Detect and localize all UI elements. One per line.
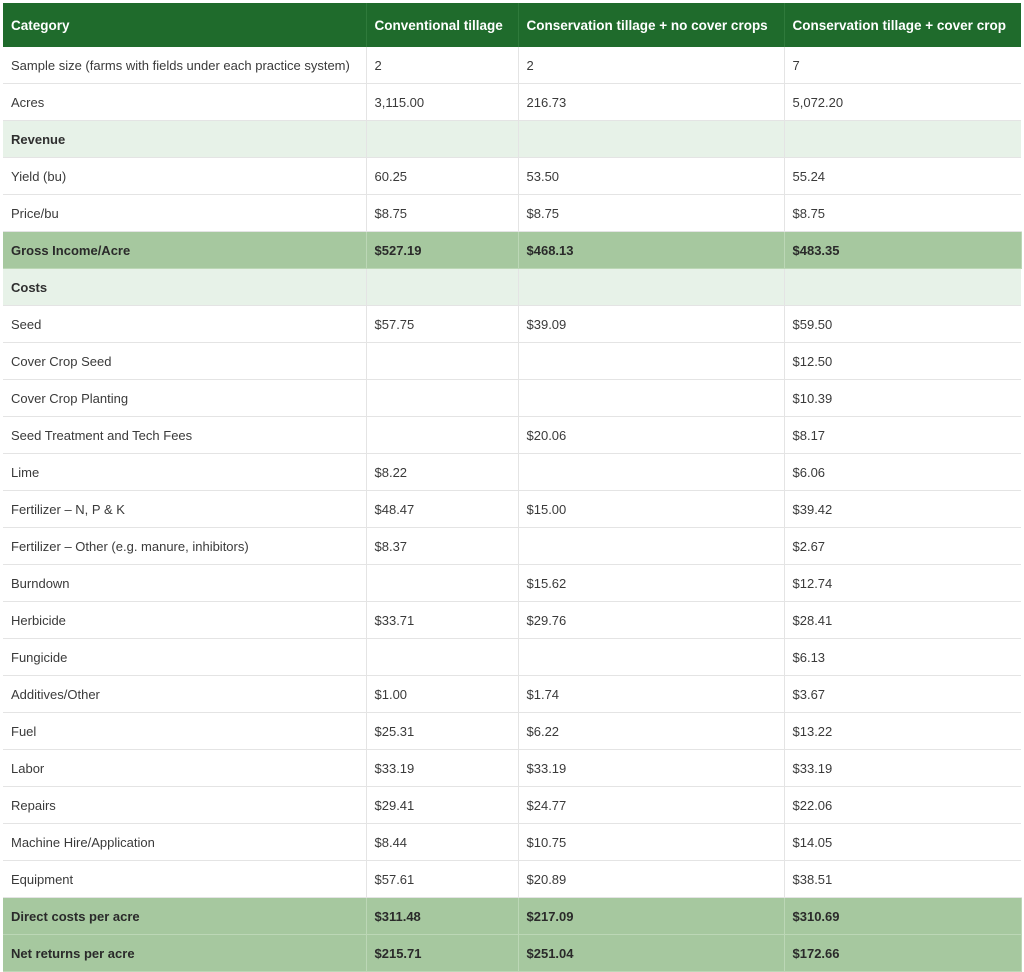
total-row (3, 898, 1021, 935)
cell-no-cover: $251.04 (518, 935, 784, 972)
cell-category: Additives/Other (3, 676, 366, 713)
cell-cover-crop: $10.39 (784, 380, 1021, 417)
table-row (3, 676, 1021, 713)
cell-no-cover: 2 (518, 47, 784, 84)
cell-conventional: $57.61 (366, 861, 518, 898)
cell-no-cover: $24.77 (518, 787, 784, 824)
cell-cover-crop: $13.22 (784, 713, 1021, 750)
table-row (3, 861, 1021, 898)
cell-category: Fuel (3, 713, 366, 750)
cell-category: Labor (3, 750, 366, 787)
cell-no-cover: 216.73 (518, 84, 784, 121)
cell-category: Fertilizer – Other (e.g. manure, inhibitors) (3, 528, 366, 565)
cell-cover-crop: $6.13 (784, 639, 1021, 676)
cell-category: Lime (3, 454, 366, 491)
column-header-cover-crop: Conservation tillage + cover crop (784, 3, 1021, 47)
cell-no-cover: $1.74 (518, 676, 784, 713)
cell-conventional: $8.37 (366, 528, 518, 565)
cell-conventional (366, 639, 518, 676)
cell-cover-crop: $8.17 (784, 417, 1021, 454)
cell-cover-crop: 55.24 (784, 158, 1021, 195)
cell-conventional: $8.22 (366, 454, 518, 491)
cell-category: Revenue (3, 121, 366, 158)
cell-cover-crop: $12.50 (784, 343, 1021, 380)
table-row (3, 528, 1021, 565)
cell-category: Equipment (3, 861, 366, 898)
cell-category: Machine Hire/Application (3, 824, 366, 861)
cell-no-cover: $33.19 (518, 750, 784, 787)
cell-category: Herbicide (3, 602, 366, 639)
cell-conventional (366, 343, 518, 380)
cell-category: Fungicide (3, 639, 366, 676)
cell-cover-crop: 7 (784, 47, 1021, 84)
cell-category: Seed (3, 306, 366, 343)
table-row (3, 47, 1021, 84)
cell-no-cover (518, 528, 784, 565)
cell-category: Acres (3, 84, 366, 121)
cell-no-cover (518, 380, 784, 417)
cost-comparison-table (3, 3, 1022, 972)
column-header-category: Category (3, 3, 366, 47)
table-row (3, 417, 1021, 454)
cell-no-cover: $468.13 (518, 232, 784, 269)
table-row (3, 787, 1021, 824)
column-header-no-cover: Conservation tillage + no cover crops (518, 3, 784, 47)
table-row (3, 639, 1021, 676)
cell-cover-crop: $22.06 (784, 787, 1021, 824)
cell-no-cover (518, 454, 784, 491)
table-row (3, 713, 1021, 750)
cell-cover-crop: $6.06 (784, 454, 1021, 491)
cell-conventional: $527.19 (366, 232, 518, 269)
table-body (3, 47, 1021, 972)
cell-conventional (366, 269, 518, 306)
cell-category: Cover Crop Planting (3, 380, 366, 417)
cell-conventional: $215.71 (366, 935, 518, 972)
cell-no-cover (518, 269, 784, 306)
cell-no-cover: $8.75 (518, 195, 784, 232)
table-row (3, 602, 1021, 639)
cell-category: Net returns per acre (3, 935, 366, 972)
total-row (3, 935, 1021, 972)
cell-cover-crop: $59.50 (784, 306, 1021, 343)
cell-conventional: $8.75 (366, 195, 518, 232)
cell-no-cover: $15.00 (518, 491, 784, 528)
cell-no-cover: 53.50 (518, 158, 784, 195)
table-row (3, 454, 1021, 491)
cell-cover-crop: 5,072.20 (784, 84, 1021, 121)
header-row (3, 3, 1021, 47)
table-row (3, 306, 1021, 343)
cell-category: Repairs (3, 787, 366, 824)
cell-cover-crop: $12.74 (784, 565, 1021, 602)
cell-no-cover: $39.09 (518, 306, 784, 343)
cell-category: Burndown (3, 565, 366, 602)
section-row (3, 269, 1021, 306)
cell-cover-crop: $3.67 (784, 676, 1021, 713)
column-header-conventional: Conventional tillage (366, 3, 518, 47)
cell-conventional: 2 (366, 47, 518, 84)
cell-cover-crop: $8.75 (784, 195, 1021, 232)
cell-conventional: $8.44 (366, 824, 518, 861)
cell-category: Costs (3, 269, 366, 306)
cell-no-cover: $20.89 (518, 861, 784, 898)
cell-conventional (366, 417, 518, 454)
cell-conventional: $33.71 (366, 602, 518, 639)
cell-no-cover (518, 639, 784, 676)
cell-category: Price/bu (3, 195, 366, 232)
cell-conventional: $311.48 (366, 898, 518, 935)
table-row (3, 750, 1021, 787)
cell-cover-crop: $14.05 (784, 824, 1021, 861)
cell-cover-crop: $310.69 (784, 898, 1021, 935)
table-header (3, 3, 1021, 47)
cell-conventional: $48.47 (366, 491, 518, 528)
table-row (3, 824, 1021, 861)
cell-category: Seed Treatment and Tech Fees (3, 417, 366, 454)
cell-conventional: $1.00 (366, 676, 518, 713)
cell-category: Yield (bu) (3, 158, 366, 195)
cell-conventional: $57.75 (366, 306, 518, 343)
table-row (3, 343, 1021, 380)
cell-conventional: $33.19 (366, 750, 518, 787)
cell-conventional (366, 380, 518, 417)
table-row (3, 491, 1021, 528)
cell-conventional: 3,115.00 (366, 84, 518, 121)
cell-category: Gross Income/Acre (3, 232, 366, 269)
table-row (3, 195, 1021, 232)
cell-no-cover: $217.09 (518, 898, 784, 935)
cell-category: Direct costs per acre (3, 898, 366, 935)
table-row (3, 380, 1021, 417)
cell-cover-crop: $28.41 (784, 602, 1021, 639)
cost-comparison-table-container (3, 3, 1021, 972)
cell-no-cover: $29.76 (518, 602, 784, 639)
table-row (3, 84, 1021, 121)
cell-conventional: $25.31 (366, 713, 518, 750)
cell-category: Cover Crop Seed (3, 343, 366, 380)
cell-cover-crop (784, 121, 1021, 158)
cell-no-cover (518, 121, 784, 158)
section-row (3, 121, 1021, 158)
cell-conventional: 60.25 (366, 158, 518, 195)
total-row (3, 232, 1021, 269)
cell-no-cover: $10.75 (518, 824, 784, 861)
cell-no-cover: $15.62 (518, 565, 784, 602)
cell-cover-crop: $38.51 (784, 861, 1021, 898)
cell-no-cover: $6.22 (518, 713, 784, 750)
table-row (3, 158, 1021, 195)
cell-cover-crop: $483.35 (784, 232, 1021, 269)
cell-cover-crop (784, 269, 1021, 306)
cell-no-cover: $20.06 (518, 417, 784, 454)
cell-conventional: $29.41 (366, 787, 518, 824)
cell-conventional (366, 565, 518, 602)
cell-cover-crop: $2.67 (784, 528, 1021, 565)
cell-no-cover (518, 343, 784, 380)
cell-category: Fertilizer – N, P & K (3, 491, 366, 528)
cell-conventional (366, 121, 518, 158)
cell-category: Sample size (farms with fields under each practice system) (3, 47, 366, 84)
cell-cover-crop: $33.19 (784, 750, 1021, 787)
cell-cover-crop: $39.42 (784, 491, 1021, 528)
cell-cover-crop: $172.66 (784, 935, 1021, 972)
table-row (3, 565, 1021, 602)
